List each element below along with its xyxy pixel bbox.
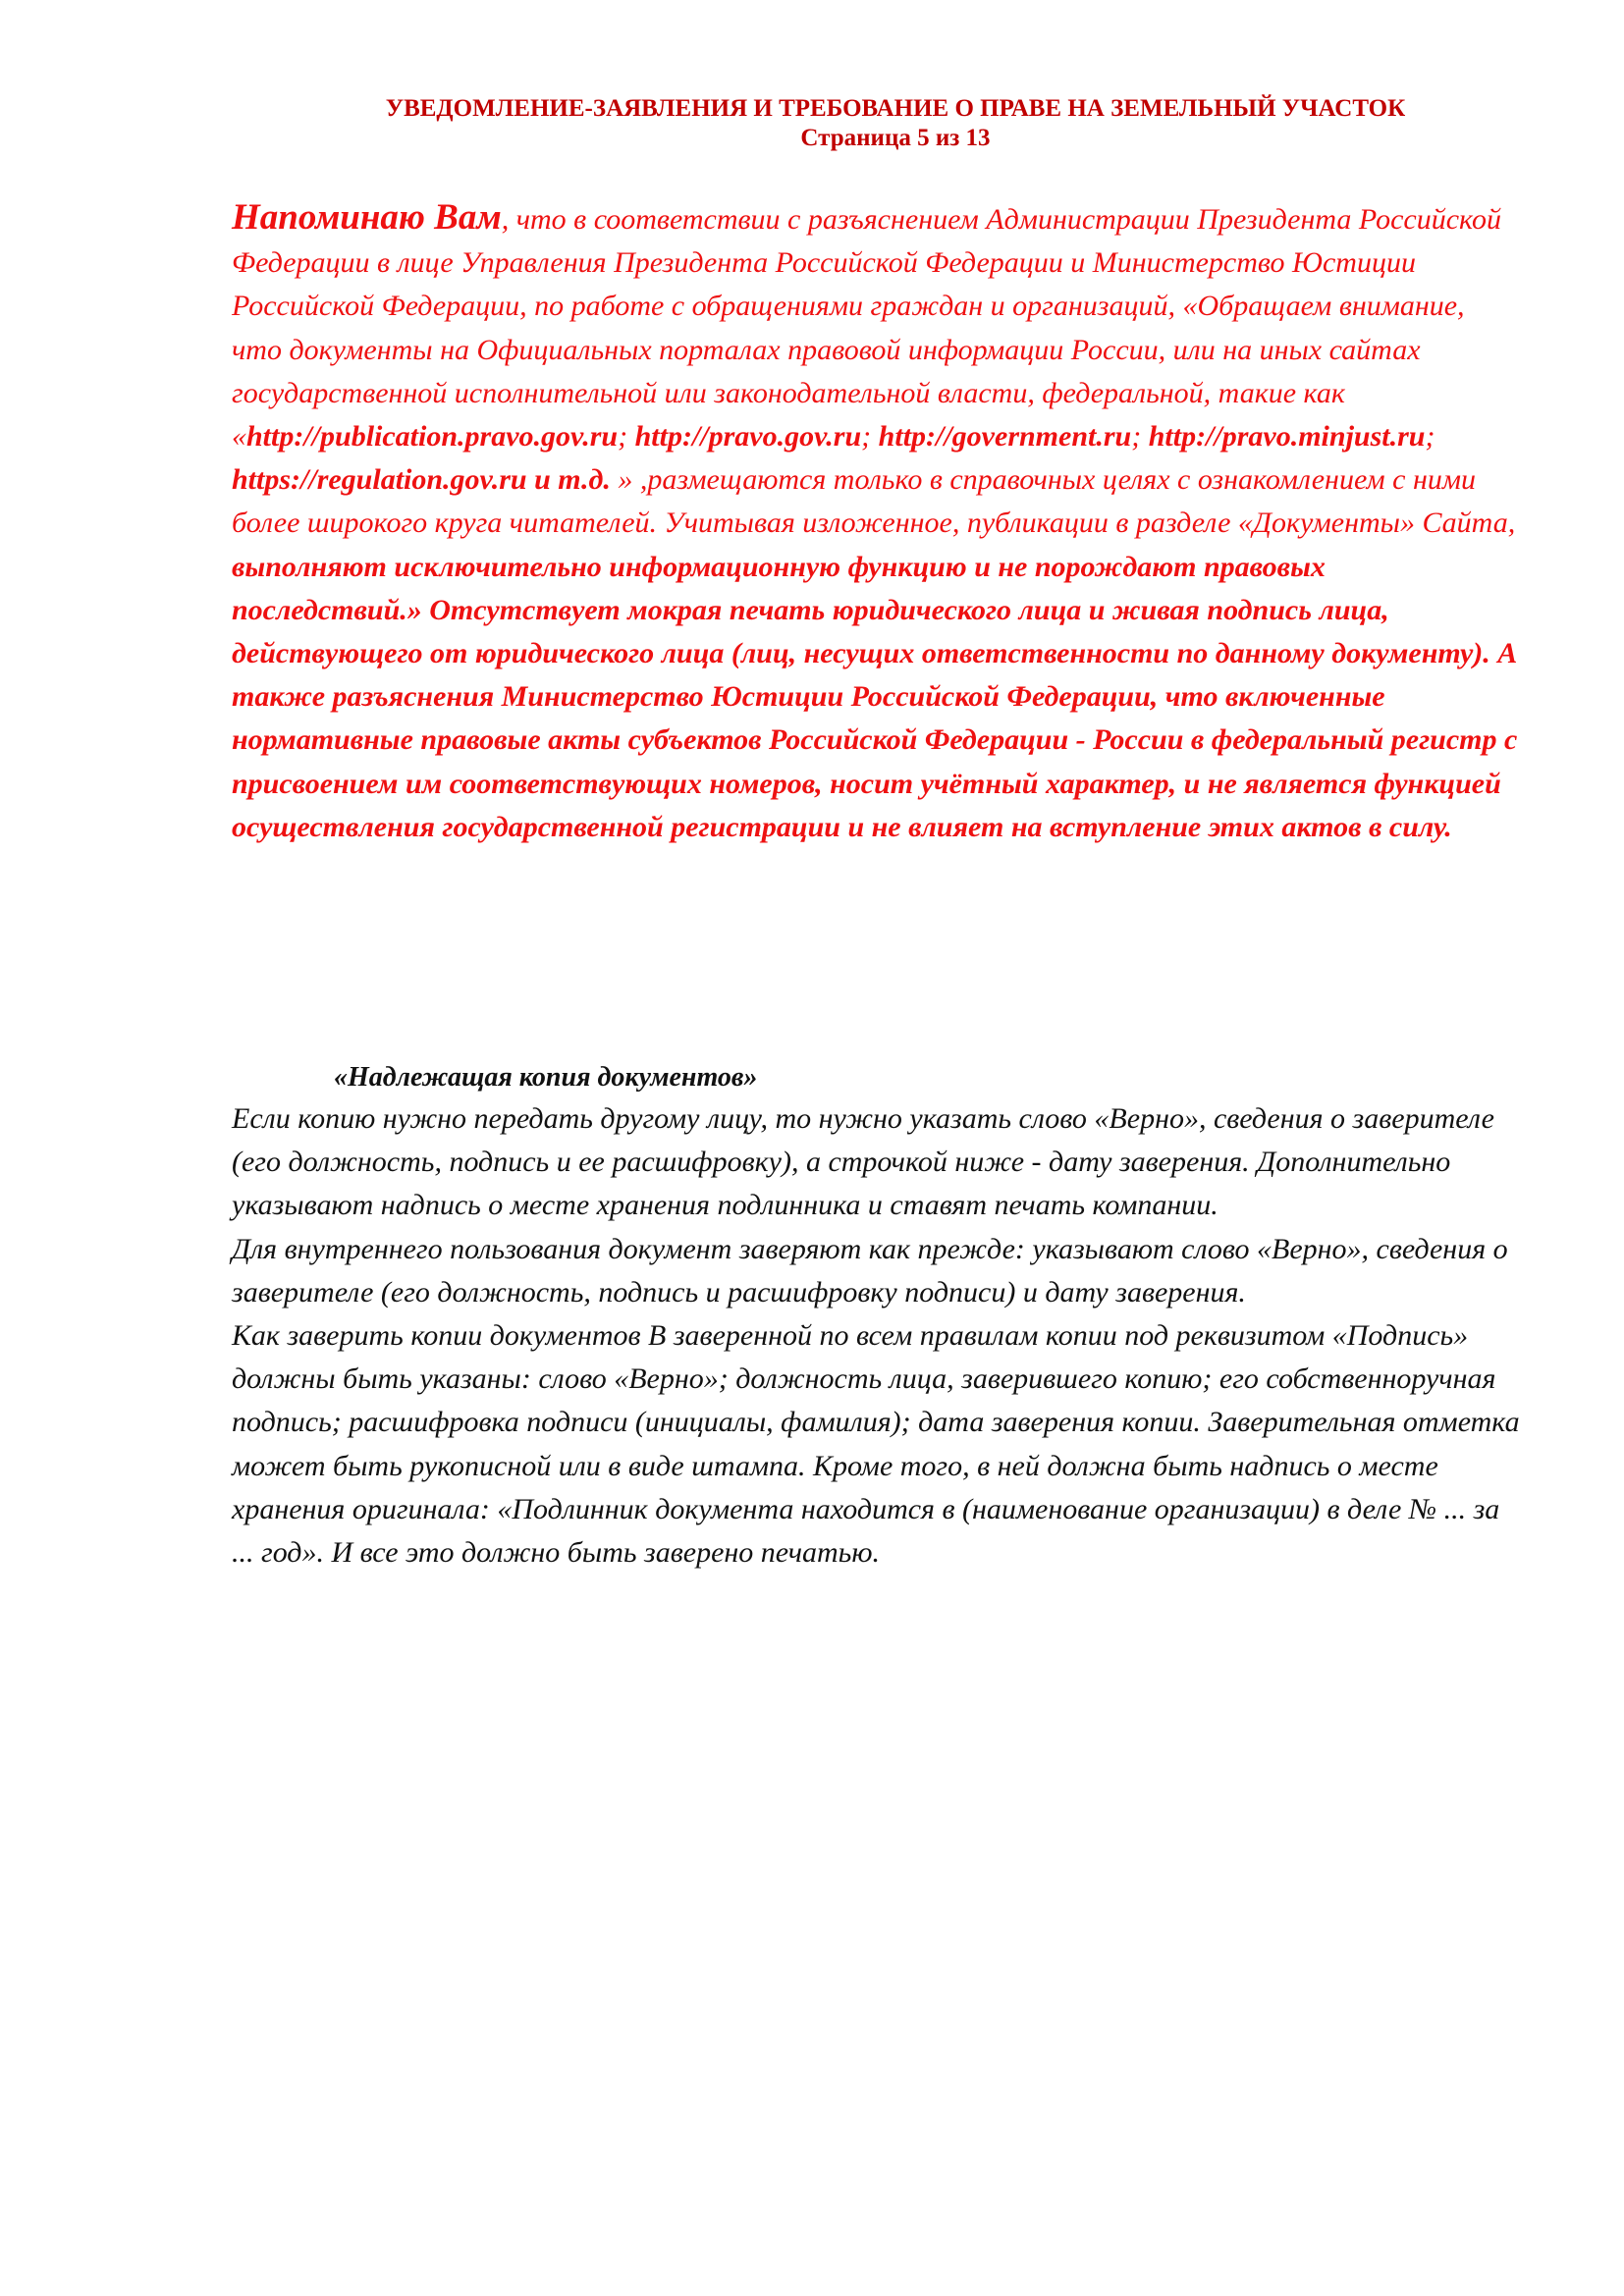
links-tail: и т.д. bbox=[526, 463, 611, 497]
link-regulation[interactable]: https://regulation.gov.ru bbox=[232, 463, 527, 497]
page-number: Страница 5 из 13 bbox=[800, 125, 991, 151]
notice-text-part1: , что в соответствии с разъяснением Администрации Президента Российской Федерации в лице Управления Президента Российской Федерации и Министерство Юстиции Российской Федерации, по работе с обращениями граждан и организаций, «Обращаем внимание, что документы на Официальных порталах правовой информации России, или на иных сайтах государственной исполнительной или законодательной власти, федеральной, такие как « bbox=[232, 203, 1501, 454]
notice-paragraph bbox=[232, 196, 1518, 849]
notice-lead: Напоминаю Вам bbox=[232, 197, 502, 238]
link-separator: ; bbox=[1131, 420, 1149, 454]
copy-paragraph: Если копию нужно передать другому лицу, то нужно указать слово «Верно», сведения о заверителе (его должность, подпись и ее расшифровку), а строчкой ниже - дату заверения. Дополнительно указывают надпись о месте хранения подлинника и ставят печать компании. bbox=[232, 1102, 1494, 1222]
link-separator: ; bbox=[861, 420, 879, 454]
link-separator: ; bbox=[618, 420, 635, 454]
notice-text-part2: » ,размещаются только в справочных целях с ознакомлением с ними более широкого круга читателей. Учитывая изложенное, публикации в разделе «Документы» Сайта, bbox=[232, 463, 1516, 540]
link-separator: ; bbox=[1425, 420, 1435, 454]
document-title: УВЕДОМЛЕНИЕ-ЗАЯВЛЕНИЯ И ТРЕБОВАНИЕ О ПРАВЕ НА ЗЕМЕЛЬНЫЙ УЧАСТОК bbox=[385, 95, 1406, 122]
link-pravo[interactable]: http://pravo.gov.ru bbox=[634, 420, 862, 454]
link-publication-pravo[interactable]: http://publication.pravo.gov.ru bbox=[246, 420, 619, 454]
copy-section bbox=[232, 1058, 1528, 1575]
link-minjust[interactable]: http://pravo.minjust.ru bbox=[1148, 420, 1426, 454]
copy-paragraph: Для внутреннего пользования документ заверяют как прежде: указывают слово «Верно», сведения о заверителе (его должность, подпись и расшифровку подписи) и дату заверения. bbox=[232, 1232, 1508, 1308]
notice-bold-text: выполняют исключительно информационную функцию и не порождают правовых последствий.» Отсутствует мокрая печать юридического лица и живая подпись лица, действующего от юридического лица (лиц, несущих ответственности по данному документу). А также разъяснения Министерство Юстиции Российской Федерации, что включенные нормативные правовые акты субъектов Российской Федерации - России в федеральный регистр с присвоением им соответствующих номеров, носит учётный характер, и не является функцией осуществления государственной регистрации и не влияет на вступление этих актов в силу. bbox=[232, 550, 1518, 843]
link-government[interactable]: http://government.ru bbox=[878, 420, 1132, 454]
document-header bbox=[0, 94, 1624, 153]
copy-paragraph: Как заверить копии документов В заверенной по всем правилам копии под реквизитом «Подпись» должны быть указаны: слово «Верно»; должность лица, заверившего копию; его собственноручная подпись; расшифровка подписи (инициалы, фамилия); дата заверения копии. Заверительная отметка может быть рукописной или в виде штампа. Кроме того, в ней должна быть надпись о месте хранения оригинала: «Подлинник документа находится в (наименование организации) в деле № ... за ... год». И все это должно быть заверено печатью. bbox=[232, 1319, 1520, 1570]
copy-section-heading: «Надлежащая копия документов» bbox=[334, 1062, 758, 1093]
